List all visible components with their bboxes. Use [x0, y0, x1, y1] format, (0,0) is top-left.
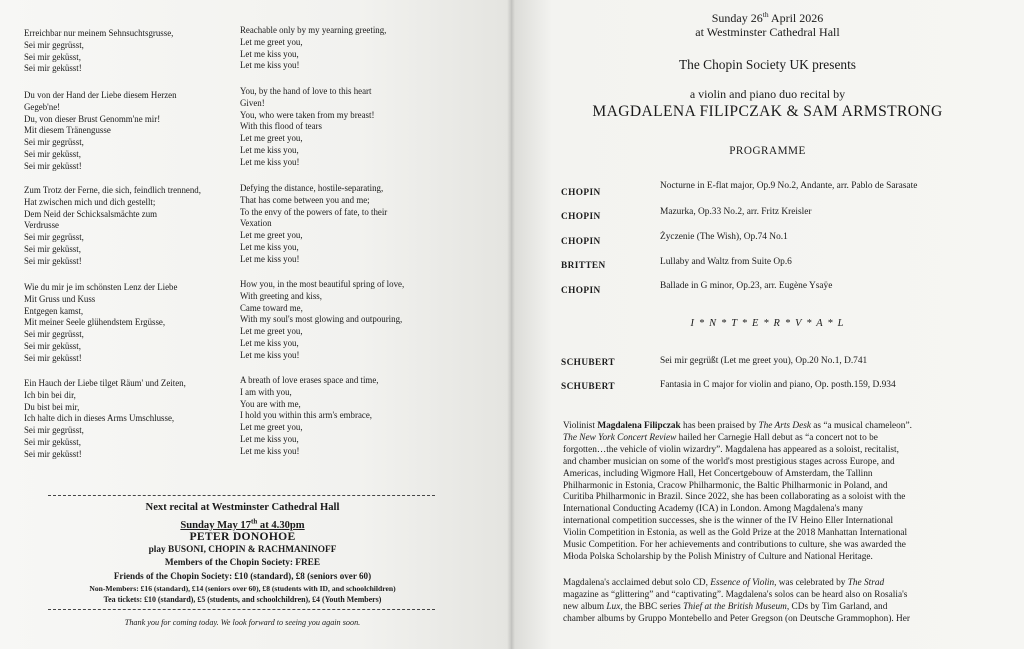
lyric-line: Hat zwischen mich und dich gestellt;: [24, 196, 156, 207]
interval-marker: I * N * T * E * R * V * A * L: [690, 318, 845, 329]
german-stanza-3: [24, 185, 234, 268]
lyric-line: Mit Gruss und Kuss: [24, 293, 96, 304]
bio-line: new album Lux, the BBC series Thief at the British Museum, CDs by Tim Garland, and: [563, 601, 888, 612]
composer-name: SCHUBERT: [561, 358, 616, 368]
lyric-line: Mit meiner Seele glühendstem Ergüsse,: [24, 317, 166, 328]
lyric-line: Sei mir geküsst,: [24, 148, 81, 159]
composer-name: CHOPIN: [561, 237, 601, 247]
composer-name: CHOPIN: [561, 188, 601, 198]
lyric-line: Let me kiss you!: [240, 349, 300, 360]
work-title: Lullaby and Waltz from Suite Op.6: [660, 257, 792, 267]
bio-line: international competition successes, she is the winner of the IV Heino Eller International: [563, 516, 894, 527]
english-stanza-2: [240, 86, 440, 169]
bio-line: Curitiba Philharmonic in Brazil. Since 2022, she has been collaborating as a soloist with the: [563, 492, 906, 503]
english-stanza-3: [240, 183, 440, 266]
lyric-line: Let me greet you,: [240, 326, 303, 337]
bio-line: Music Competition. For her achievements and contributions to culture, she was awarded the: [563, 540, 906, 551]
bio-line: forgotten…the vehicle of violin wizardry”. Magdalena has appeared as a soloist, recitalist,: [563, 444, 899, 455]
members-price: Members of the Chopin Society: FREE: [164, 558, 321, 568]
recital-description: a violin and piano duo recital by: [689, 87, 846, 101]
bio-line: Americas, including Wigmore Hall, Het Concertgebouw of Amsterdam, the Tallinn: [563, 468, 873, 479]
lyric-line: Given!: [240, 97, 265, 108]
bio-line: The New York Concert Review hailed her Carnegie Hall debut as “a concert not to be: [563, 432, 878, 443]
non-members-price: Non-Members: £16 (standard), £14 (seniors over 60), £8 (students with ID, and schoolchildren): [89, 584, 396, 593]
work-title: Mazurka, Op.33 No.2, arr. Fritz Kreisler: [660, 207, 812, 217]
lyric-line: Ich bin bei dir,: [24, 389, 76, 400]
lyric-line: Let me kiss you!: [240, 253, 300, 264]
lyric-line: A breath of love erases space and time,: [240, 375, 379, 385]
lyric-line: Sei mir gegrüsst,: [24, 232, 84, 243]
next-recital-date: Sunday May 17th at 4.30pm: [180, 517, 305, 531]
composer-name: SCHUBERT: [561, 382, 616, 392]
lyric-line: Reachable only by my yearning greeting,: [240, 25, 387, 35]
lyric-line: Let me kiss you!: [240, 445, 300, 456]
lyric-line: Sei mir geküsst!: [24, 160, 82, 171]
thank-you-note: Thank you for coming today. We look forward to seeing you again soon.: [124, 618, 361, 627]
bio-line: Violin Competition in Estonia, as well as the Gold Prize at the 2018 Manhattan International: [563, 528, 908, 539]
lyric-line: With greeting and kiss,: [240, 290, 322, 301]
tea-tickets-price: Tea tickets: £10 (standard), £5 (students, and schoolchildren), £4 (Youth Members): [103, 595, 382, 604]
lyric-line: Sei mir geküsst,: [24, 243, 81, 254]
lyric-line: Du bist bei mir,: [24, 401, 80, 412]
lyric-line: Let me kiss you,: [240, 241, 299, 252]
english-stanza-1: [240, 25, 440, 72]
bio-line: chamber albums by Gruppo Montebello and Peter Gregson (on Deutsche Grammophon). Her: [563, 613, 910, 624]
lyric-line: Let me greet you,: [240, 230, 303, 241]
lyric-line: Let me kiss you,: [240, 144, 299, 155]
lyric-line: Sei mir geküsst,: [24, 51, 81, 62]
lyric-line: Sei mir geküsst,: [24, 436, 81, 447]
lyric-line: Ich halte dich in dieses Arms Umschlusse,: [24, 413, 175, 424]
composer-name: CHOPIN: [561, 212, 601, 222]
lyric-line: Defying the distance, hostile-separating,: [240, 183, 384, 193]
performers-title: MAGDALENA FILIPCZAK & SAM ARMSTRONG: [592, 103, 943, 120]
lyric-line: Sei mir gegrüsst,: [24, 39, 84, 50]
dashed-divider: [48, 609, 435, 610]
lyric-line: Zum Trotz der Ferne, die sich, feindlich trennend,: [24, 185, 201, 195]
composer-name: BRITTEN: [561, 261, 606, 271]
english-stanza-4: [240, 279, 440, 362]
lyric-line: Mit diesem Tränengusse: [24, 125, 111, 136]
lyric-line: Sei mir gegrüsst,: [24, 137, 84, 148]
next-recital-heading: Next recital at Westminster Cathedral Hall: [145, 502, 340, 513]
german-stanza-2: [24, 90, 234, 173]
lyric-line: I hold you within this arm's embrace,: [240, 410, 372, 421]
lyric-line: Let me kiss you,: [240, 433, 299, 444]
bio-line: International Conducting Academy (ICA) in London. Among Magdalena's many: [563, 504, 863, 515]
lyric-line: Gegeb'ne!: [24, 101, 61, 112]
concert-venue: at Westminster Cathedral Hall: [695, 25, 840, 39]
bio-line: Magdalena's acclaimed debut solo CD, Essence of Violin, was celebrated by The Strad: [563, 578, 885, 588]
german-stanza-5: [24, 378, 234, 461]
lyric-line: Let me greet you,: [240, 422, 303, 433]
lyric-line: Wie du mir je im schönsten Lenz der Liebe: [24, 282, 178, 292]
lyric-line: Sei mir geküsst!: [24, 63, 82, 74]
lyric-line: Du von der Hand der Liebe diesem Herzen: [24, 90, 177, 100]
lyric-line: Verdrusse: [24, 220, 59, 231]
lyric-line: How you, in the most beautiful spring of love,: [240, 279, 405, 289]
lyric-line: Du, von dieser Brust Genomm'ne mir!: [24, 113, 161, 124]
biography-paragraph-1: [563, 421, 1013, 564]
lyric-line: With this flood of tears: [240, 121, 322, 132]
lyric-line: Let me kiss you!: [240, 156, 300, 167]
lyric-line: Let me kiss you,: [240, 337, 299, 348]
lyric-line: Entgegen kamst,: [24, 305, 84, 316]
biography-paragraph-2: [563, 578, 1013, 626]
lyric-line: To the envy of the powers of fate, to their: [240, 206, 388, 217]
lyric-line: Sei mir geküsst!: [24, 352, 82, 363]
lyric-line: Came toward me,: [240, 302, 303, 313]
lyric-line: Dem Neid der Schicksalsmächte zum: [24, 208, 158, 219]
friends-price: Friends of the Chopin Society: £10 (standard), £8 (seniors over 60): [113, 571, 372, 581]
lyric-line: Erreichbar nur meinem Sehnsuchtsgrusse,: [24, 28, 174, 38]
next-recital-programme: play BUSONI, CHOPIN & RACHMANINOFF: [148, 545, 337, 555]
lyric-line: Sei mir geküsst!: [24, 448, 82, 459]
lyric-line: Let me kiss you!: [240, 60, 300, 71]
lyric-line: You are with me,: [240, 398, 301, 409]
presenter-line: The Chopin Society UK presents: [678, 57, 857, 72]
composer-name: CHOPIN: [561, 286, 601, 296]
programme-heading: PROGRAMME: [729, 145, 806, 157]
lyric-line: Let me greet you,: [240, 133, 303, 144]
lyric-line: With my soul's most glowing and outpouring,: [240, 314, 403, 325]
dashed-divider: [48, 495, 435, 496]
english-stanza-5: [240, 375, 440, 458]
lyric-line: That has come between you and me;: [240, 194, 370, 205]
bio-line: and chamber musician on some of the world's most prestigious stages across Europe, and: [563, 456, 895, 467]
bio-line: magazine as “glittering” and “captivating”. Magdalena's solos can be heard also on Rosalia's: [563, 589, 908, 600]
lyric-line: I am with you,: [240, 386, 292, 397]
lyric-line: Vexation: [240, 218, 272, 229]
lyric-line: You, by the hand of love to this heart: [240, 86, 372, 96]
bio-line: Violinist Magdalena Filipczak has been praised by The Arts Desk as “a musical chameleon”.: [563, 421, 912, 431]
bio-line: Philharmonic in Estonia, Cracow Philharmonic, the Baltic Philharmonic in Poland, and: [563, 480, 888, 491]
lyric-line: Sei mir gegrüsst,: [24, 329, 84, 340]
german-stanza-4: [24, 282, 234, 365]
work-title: Nocturne in E-flat major, Op.9 No.2, Andante, arr. Pablo de Sarasate: [660, 181, 918, 191]
lyric-line: Let me kiss you,: [240, 48, 299, 59]
next-recital-artist: PETER DONOHOE: [189, 530, 296, 543]
work-title: Życzenie (The Wish), Op.74 No.1: [660, 232, 788, 242]
work-title: Ballade in G minor, Op.23, arr. Eugène Ysaÿe: [660, 281, 833, 291]
work-title: Sei mir gegrüßt (Let me greet you), Op.20 No.1, D.741: [660, 356, 868, 366]
german-stanza-1: [24, 28, 234, 75]
lyric-line: Sei mir geküsst,: [24, 340, 81, 351]
bio-line: Młoda Polska Scholarship by the Polish Ministry of Culture and National Heritage.: [563, 551, 873, 562]
lyric-line: Ein Hauch der Liebe tilget Räum' und Zeiten,: [24, 378, 186, 388]
lyric-line: Sei mir geküsst!: [24, 255, 82, 266]
concert-date: Sunday 26th April 2026: [711, 10, 824, 25]
lyric-line: Sei mir gegrüsst,: [24, 425, 84, 436]
work-title: Fantasia in C major for violin and piano, Op. posth.159, D.934: [660, 380, 896, 390]
lyric-line: You, who were taken from my breast!: [240, 109, 375, 120]
lyric-line: Let me greet you,: [240, 36, 303, 47]
